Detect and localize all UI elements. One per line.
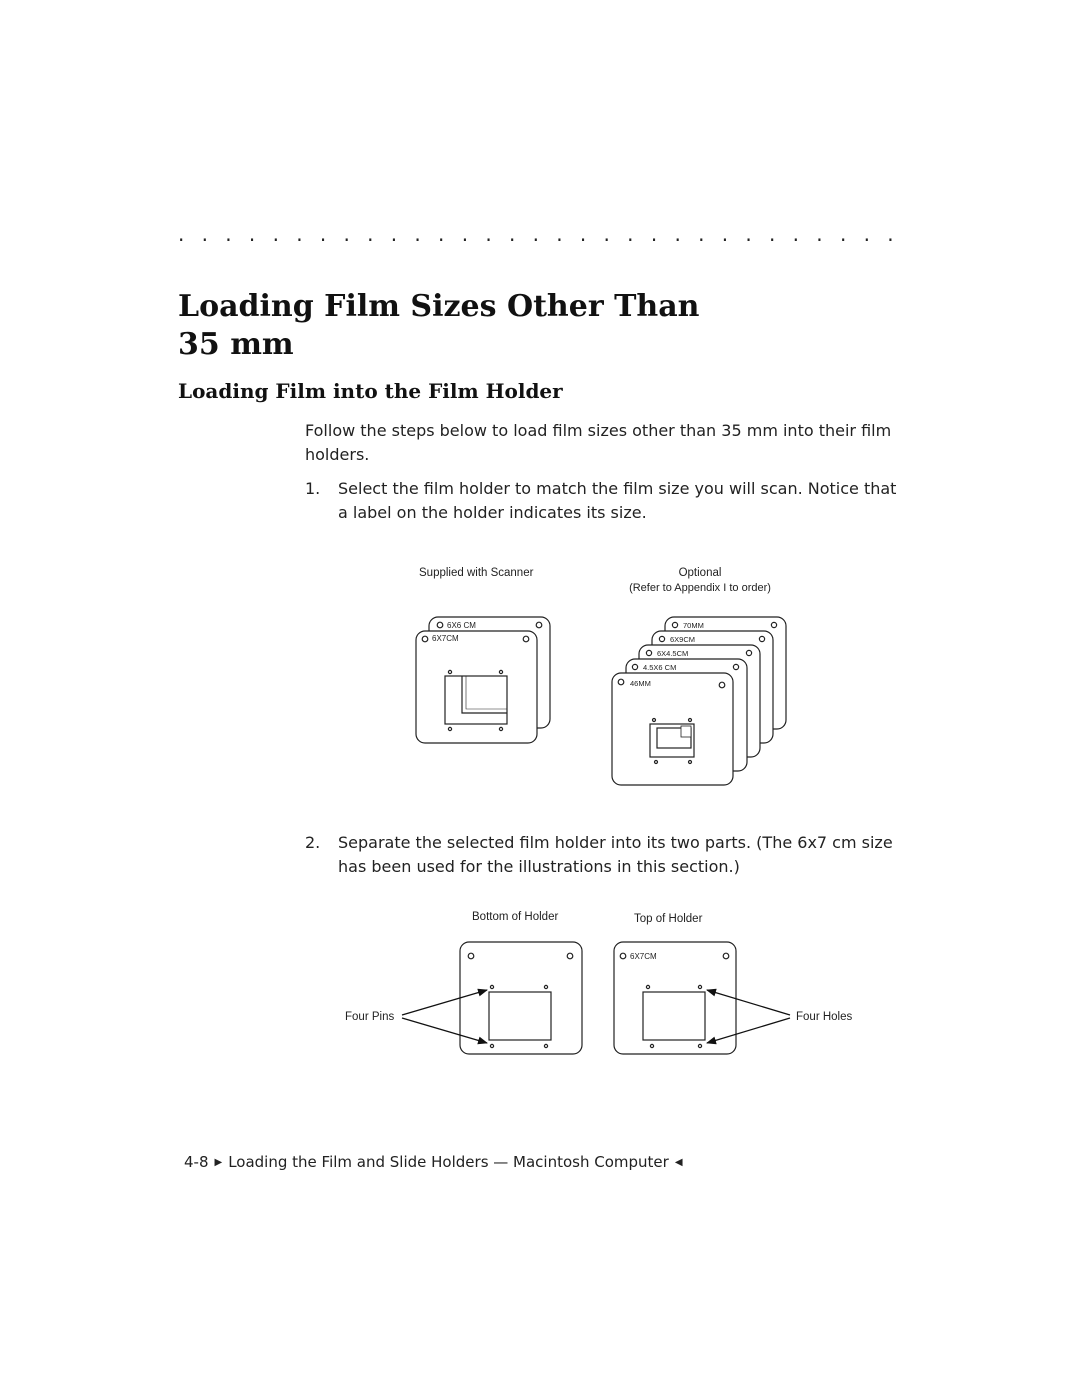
rule-dot: . — [792, 222, 800, 246]
rule-dot: . — [201, 222, 208, 246]
label-6x7: 6X7CM — [432, 634, 459, 643]
label-70mm: 70MM — [683, 621, 704, 630]
rule-dot: . — [769, 222, 776, 246]
label-6x9: 6X9CM — [670, 635, 696, 644]
rule-dot: . — [556, 222, 563, 246]
step-2-line-2: has been used for the illustrations in this section.) — [338, 857, 740, 876]
rule-dot: . — [839, 222, 847, 246]
rule-dot: . — [414, 222, 421, 246]
intro-line-2: holders. — [305, 445, 370, 464]
rule-dot: . — [698, 222, 705, 246]
four-holes-label: Four Holes — [796, 1011, 853, 1023]
rule-dot: . — [461, 222, 469, 246]
page-number: 4-8 — [184, 1153, 209, 1171]
optional-note: (Refer to Appendix I to order) — [629, 582, 771, 594]
step-2-number: 2. — [305, 833, 321, 852]
left-triangle-icon: ◀ — [674, 1157, 683, 1168]
supplied-caption: Supplied with Scanner — [419, 567, 534, 579]
page-title-line-1: Loading Film Sizes Other Than — [178, 289, 700, 324]
rule-dot: . — [178, 222, 185, 246]
rule-dot: . — [863, 222, 870, 246]
rule-dot: . — [319, 222, 327, 246]
rule-dot: . — [816, 222, 823, 246]
top-holder-label: 6X7CM — [630, 952, 657, 961]
optional-caption: Optional — [678, 567, 722, 579]
label-6x4-5: 6X4.5CM — [657, 649, 689, 658]
label-46mm: 46MM — [630, 679, 651, 688]
label-6x6: 6X6 CM — [447, 621, 476, 630]
rule-dot: . — [225, 222, 232, 246]
rule-dot: . — [508, 222, 516, 246]
footer-text: Loading the Film and Slide Holders — Macintosh Computer — [228, 1153, 669, 1171]
rule-dot: . — [532, 222, 539, 246]
rule-dot: . — [579, 222, 587, 246]
page-title-line-2: 35 mm — [178, 327, 294, 362]
bottom-caption: Bottom of Holder — [472, 911, 559, 923]
rule-dot: . — [603, 222, 610, 246]
rule-dot: . — [721, 222, 729, 246]
right-triangle-icon: ▶ — [214, 1157, 223, 1168]
rule-dot: . — [296, 222, 303, 246]
rule-dot: . — [272, 222, 279, 246]
step-2-line-1: Separate the selected film holder into its two parts. (The 6x7 cm size — [338, 833, 893, 852]
rule-dot: . — [627, 222, 634, 246]
rule-dot: . — [343, 222, 350, 246]
intro-line-1: Follow the steps below to load film sizes other than 35 mm into their film — [305, 421, 892, 440]
page-footer — [184, 1152, 689, 1175]
rule-dot: . — [674, 222, 681, 246]
step-1-line-1: Select the film holder to match the film size you will scan. Notice that — [338, 479, 897, 498]
rule-dot: . — [650, 222, 658, 246]
rule-dot: . — [390, 222, 398, 246]
rule-dot: . — [248, 222, 256, 246]
rule-dot: . — [887, 222, 894, 246]
step-1-number: 1. — [305, 479, 321, 498]
rule-dot: . — [745, 222, 752, 246]
holder-bottom — [460, 942, 582, 1054]
rule-dot: . — [367, 222, 374, 246]
label-4-5x6: 4.5X6 CM — [643, 663, 677, 672]
rule-dot: . — [438, 222, 445, 246]
section-heading: Loading Film into the Film Holder — [178, 379, 563, 403]
top-caption: Top of Holder — [634, 913, 703, 925]
step-1-line-2: a label on the holder indicates its size. — [338, 503, 647, 522]
four-pins-label: Four Pins — [345, 1011, 395, 1023]
rule-dot: . — [485, 222, 492, 246]
